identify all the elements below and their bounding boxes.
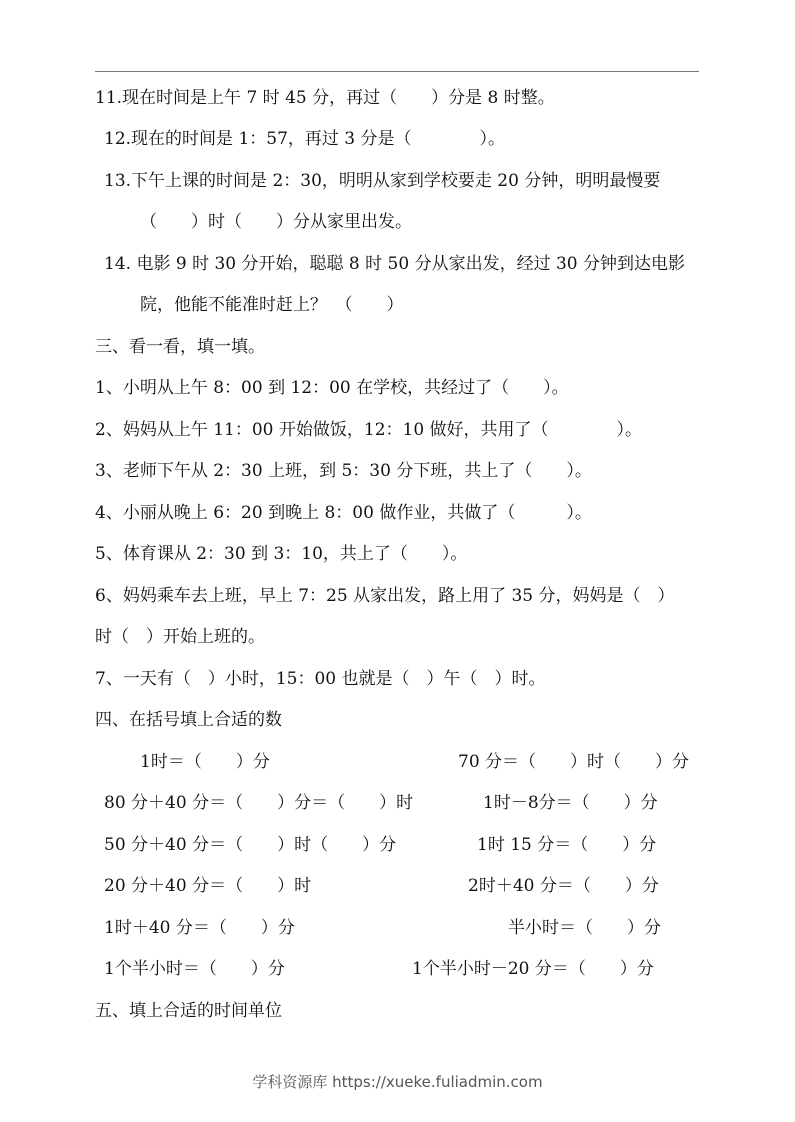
conversion-right: 70 分＝（ ）时（ ）分 bbox=[458, 752, 690, 772]
conversion-right: 1个半小时－20 分＝（ ）分 bbox=[412, 959, 654, 979]
conversion-left: 1时＝（ ）分 bbox=[140, 752, 270, 772]
section-3-item-7: 7、一天有（ ）小时，15：00 也就是（ ）午（ ）时。 bbox=[95, 669, 546, 689]
question-13-continued: （ ）时（ ）分从家里出发。 bbox=[140, 212, 412, 232]
section-3-item-3: 3、老师下午从 2：30 上班，到 5：30 分下班，共上了（ ）。 bbox=[95, 461, 592, 481]
conversion-left: 50 分＋40 分＝（ ）时（ ）分 bbox=[104, 835, 397, 855]
section-3-heading: 三、看一看，填一填。 bbox=[95, 337, 265, 357]
section-4-heading: 四、在括号填上合适的数 bbox=[95, 710, 282, 730]
question-13: 13.下午上课的时间是 2：30，明明从家到学校要走 20 分钟，明明最慢要 bbox=[104, 171, 661, 191]
section-3-item-4: 4、小丽从晚上 6：20 到晚上 8：00 做作业，共做了（ ）。 bbox=[95, 503, 592, 523]
conversion-right: 1时 15 分＝（ ）分 bbox=[477, 835, 657, 855]
question-11: 11.现在时间是上午 7 时 45 分，再过（ ）分是 8 时整。 bbox=[95, 88, 555, 108]
question-12: 12.现在的时间是 1：57，再过 3 分是（ ）。 bbox=[104, 129, 506, 149]
conversion-left: 20 分＋40 分＝（ ）时 bbox=[104, 876, 312, 896]
conversion-right: 半小时＝（ ）分 bbox=[508, 918, 661, 938]
footer-watermark: 学科资源库 https://xueke.fuliadmin.com bbox=[252, 1073, 543, 1091]
section-3-item-1: 1、小明从上午 8：00 到 12：00 在学校，共经过了（ ）。 bbox=[95, 378, 569, 398]
question-14: 14. 电影 9 时 30 分开始，聪聪 8 时 50 分从家出发，经过 30 分钟到达电影 bbox=[104, 254, 686, 274]
conversion-left: 80 分＋40 分＝（ ）分＝（ ）时 bbox=[104, 793, 414, 813]
section-3-item-2: 2、妈妈从上午 11：00 开始做饭，12：10 做好，共用了（ ）。 bbox=[95, 420, 643, 440]
header-rule bbox=[95, 71, 699, 72]
section-3-item-5: 5、体育课从 2：30 到 3：10，共上了（ ）。 bbox=[95, 544, 468, 564]
conversion-left: 1个半小时＝（ ）分 bbox=[104, 959, 285, 979]
section-3-item-6: 6、妈妈乘车去上班，早上 7：25 从家出发，路上用了 35 分，妈妈是（ ） bbox=[95, 586, 675, 606]
section-3-item-6-continued: 时（ ）开始上班的。 bbox=[95, 627, 265, 647]
conversion-left: 1时＋40 分＝（ ）分 bbox=[104, 918, 295, 938]
conversion-right: 2时＋40 分＝（ ）分 bbox=[468, 876, 659, 896]
conversion-right: 1时－8分＝（ ）分 bbox=[483, 793, 658, 813]
section-5-heading: 五、填上合适的时间单位 bbox=[95, 1001, 282, 1021]
question-14-continued: 院，他能不能准时赶上？ （ ） bbox=[140, 295, 404, 315]
